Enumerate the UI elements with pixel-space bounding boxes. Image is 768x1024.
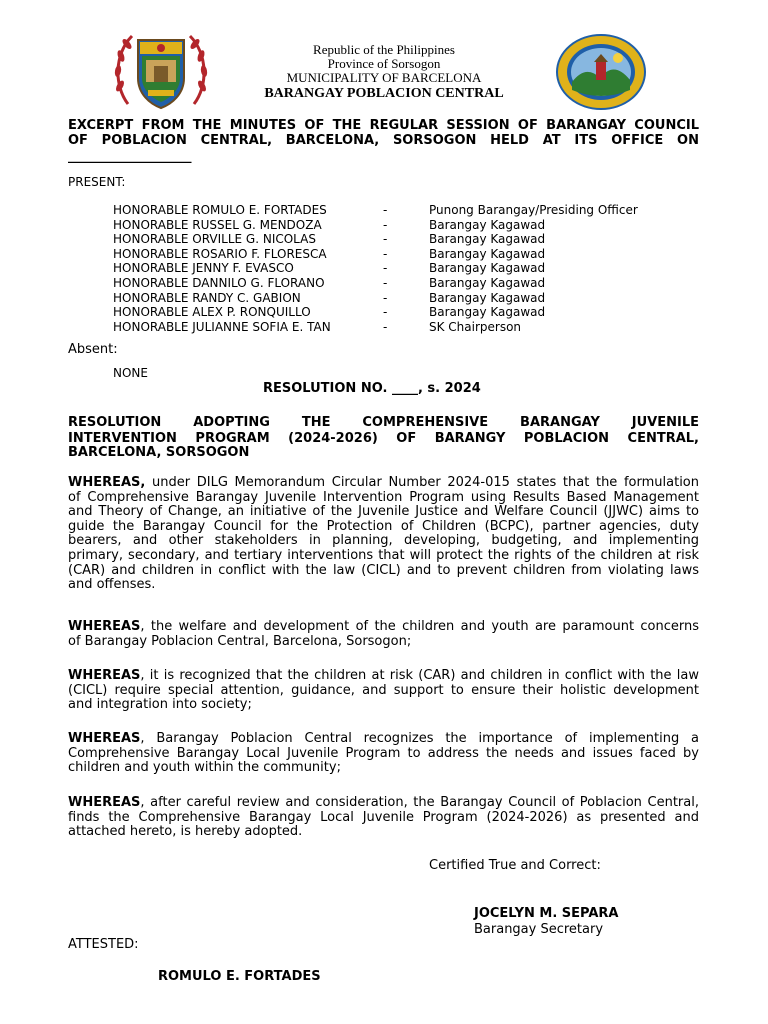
member-dash: - (383, 319, 388, 334)
member-name: HONORABLE ALEX P. RONQUILLO (113, 305, 311, 320)
whereas-lead: WHEREAS (68, 668, 141, 683)
minutes-title-line-2: OF POBLACION CENTRAL, BARCELONA, SORSOGON HELD AT ITS OFFICE ON (68, 133, 699, 148)
member-dash: - (383, 276, 388, 290)
member-dash: - (383, 290, 388, 305)
certified-true-label: Certified True and Correct: (429, 858, 601, 873)
absent-label: Absent: (68, 342, 118, 357)
member-name: HONORABLE RANDY C. GABION (113, 290, 301, 305)
member-dash: - (383, 246, 388, 261)
present-label: PRESENT: (68, 175, 126, 189)
whereas-clause-4: WHEREAS, Barangay Poblacion Central recognizes the importance of implementing a Comprehensive Barangay Local Juvenile Program to address the needs and issues faced by children and youth within the community; (68, 731, 699, 776)
member-dash: - (383, 232, 388, 247)
member-dash: - (383, 305, 388, 320)
member-name: HONORABLE JULIANNE SOFIA E. TAN (113, 319, 331, 334)
whereas-lead: WHEREAS, (68, 475, 146, 490)
member-name: HONORABLE JENNY F. EVASCO (113, 261, 294, 276)
attested-name: ROMULO E. FORTADES (158, 969, 321, 984)
header-line-barangay: BARANGAY POBLACION CENTRAL (264, 86, 504, 101)
whereas-clause-5: WHEREAS, after careful review and consideration, the Barangay Council of Poblacion Central, finds the Comprehensive Barangay Local Juvenile Program (2024-2026) as presented and attached hereto, is hereby adopted. (68, 795, 699, 840)
secretary-name: JOCELYN M. SEPARA (474, 906, 619, 921)
resolution-title-line-1: RESOLUTION ADOPTING THE COMPREHENSIVE BARANGAY JUVENILE (68, 415, 699, 430)
whereas-lead: WHEREAS (68, 731, 141, 746)
member-position: Barangay Kagawad (429, 232, 546, 247)
member-position: Barangay Kagawad (429, 305, 546, 320)
minutes-title-line-1: EXCERPT FROM THE MINUTES OF THE REGULAR SESSION OF BARANGAY COUNCIL (68, 118, 699, 133)
whereas-lead: WHEREAS (68, 795, 141, 810)
whereas-clause-2: WHEREAS, the welfare and development of the children and youth are paramount concerns of Barangay Poblacion Central, Barcelona, Sorsogon; (68, 619, 699, 649)
member-position: Barangay Kagawad (429, 276, 546, 290)
member-name: HONORABLE ROMULO E. FORTADES (113, 203, 327, 217)
header-line-province: Province of Sorsogon (327, 56, 441, 71)
resolution-number: RESOLUTION NO. ____, s. 2024 (263, 381, 481, 396)
member-position: Punong Barangay/Presiding Officer (429, 203, 638, 217)
member-position: SK Chairperson (429, 319, 522, 334)
member-position: Barangay Kagawad (429, 261, 546, 276)
member-dash: - (383, 203, 388, 217)
member-dash: - (383, 217, 388, 232)
member-position: Barangay Kagawad (429, 290, 546, 305)
whereas-lead: WHEREAS (68, 619, 141, 634)
header-line-republic: Republic of the Philippines (313, 42, 455, 57)
resolution-title-line-2: INTERVENTION PROGRAM (2024-2026) OF BARANGY POBLACION CENTRAL, (68, 430, 699, 446)
header-line-municipality: MUNICIPALITY OF BARCELONA (286, 70, 482, 85)
minutes-date-blank: ___________________ (68, 149, 192, 164)
member-name: HONORABLE ORVILLE G. NICOLAS (113, 232, 316, 247)
secretary-title: Barangay Secretary (474, 922, 604, 937)
member-position: Barangay Kagawad (429, 217, 546, 232)
whereas-clause-1: WHEREAS, under DILG Memorandum Circular Number 2024-015 states that the formulation of Comprehensive Barangay Juvenile Intervention Program using Results Based Management and Theory of Change, an initiative of the Juvenile Justice and Welfare Council (JJWC) aims to guide the Barangay Council for the Protection of Children (BCPC), partner agencies, duty bearers, and other stakeholders in planning, developing, budgeting, and implementing primary, secondary, and tertiary interventions that will protect the rights of the children at risk (CAR) and children in conflict with the law (CICL) and to prevent children from violating laws and offenses. (68, 475, 699, 593)
absent-value: NONE (113, 366, 148, 380)
member-position: Barangay Kagawad (429, 246, 546, 261)
attested-label: ATTESTED: (68, 937, 139, 952)
resolution-title-line-3: BARCELONA, SORSOGON (68, 445, 250, 460)
member-name: HONORABLE DANNILO G. FLORANO (113, 276, 325, 290)
member-name: HONORABLE RUSSEL G. MENDOZA (113, 217, 322, 232)
member-name: HONORABLE ROSARIO F. FLORESCA (113, 246, 327, 261)
member-dash: - (383, 261, 388, 276)
whereas-clause-3: WHEREAS, it is recognized that the children at risk (CAR) and children in conflict with the law (CICL) require special attention, guidance, and support to ensure their holistic development and integration into society; (68, 668, 699, 713)
